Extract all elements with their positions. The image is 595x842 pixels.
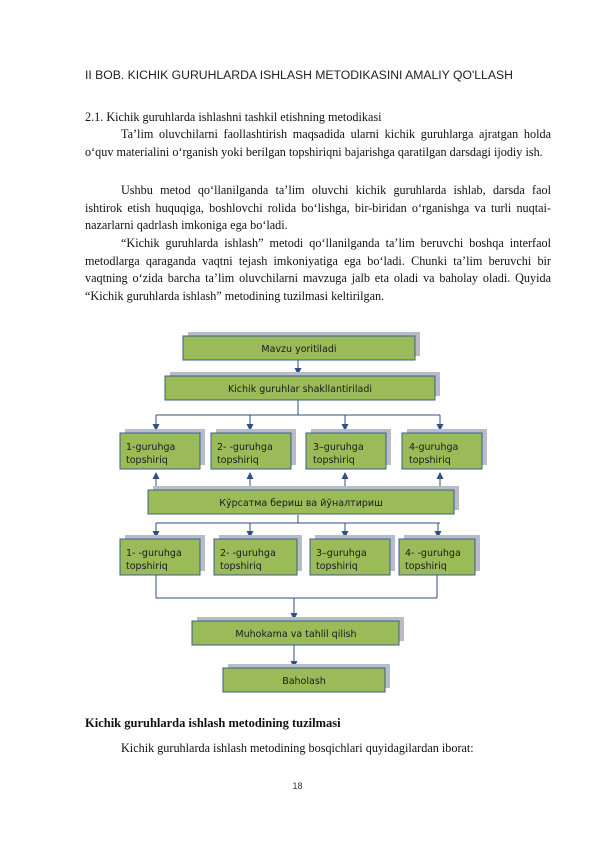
paragraph-1: Ta’lim oluvchilarni faollashtirish maqsadida ularni kichik guruhlarga ajratgan holda o‘quv materialini o‘rganish yoki berilgan topshiriqni bajarishga qaratilgan darsdagi ijodiy ish. — [85, 127, 551, 159]
svg-text:1- -guruhga: 1- -guruhga — [126, 548, 182, 559]
svg-text:3–guruhga: 3–guruhga — [316, 548, 367, 559]
svg-text:4-guruhga: 4-guruhga — [409, 442, 459, 453]
diagram-caption: Kichik guruhlarda ishlash metodining tuzilmasi — [85, 716, 341, 730]
svg-text:topshiriq: topshiriq — [220, 561, 262, 572]
discussion-box — [192, 617, 404, 645]
svg-text:Кўрсатма бериш ва йўналтириш: Кўрсатма бериш ва йўналтириш — [219, 498, 383, 509]
task-box-row2-group2 — [214, 535, 302, 575]
paragraph-2: Ushbu metod qo‘llanilganda ta’lim oluvchi kichik guruhlarda ishlab, darsda faol ishtirok etish huquqiga, boshlovchi rolida bo‘lishga, bir-biridan o‘rganishga va turli nuqtai-nazarlarni qadrlash imkoniga ega bo‘ladi. — [85, 183, 551, 233]
svg-text:topshiriq: topshiriq — [316, 561, 358, 572]
svg-text:topshiriq: topshiriq — [126, 455, 168, 466]
assessment-box — [223, 664, 390, 692]
section-title: 2.1. Kichik guruhlarda ishlashni tashkil etishning metodikasi — [85, 110, 382, 124]
topic-box — [183, 332, 420, 360]
svg-text:Kichik guruhlar shakllantirila: Kichik guruhlar shakllantiriladi — [227, 384, 373, 395]
method-structure-diagram — [0, 330, 595, 700]
task-box-row1-group2 — [211, 429, 296, 469]
task-box-row2-group1 — [120, 535, 205, 575]
closing-paragraph: Kichik guruhlarda ishlash metodining bosqichlari quyidagilardan iborat: — [121, 741, 474, 755]
guidance-box — [148, 486, 459, 514]
svg-text:topshiriq: topshiriq — [409, 455, 451, 466]
svg-text:topshiriq: topshiriq — [313, 455, 355, 466]
svg-text:4- -guruhga: 4- -guruhga — [405, 548, 461, 559]
task-box-row2-group4 — [399, 535, 480, 575]
svg-text:2- -guruhga: 2- -guruhga — [217, 442, 273, 453]
svg-text:2- -guruhga: 2- -guruhga — [220, 548, 276, 559]
paragraph-3: “Kichik guruhlarda ishlash” metodi qo‘llanilganda ta’lim beruvchi boshqa interfaol metodlarga qaraganda vaqtni tejash imkoniyatiga ega bo‘ladi. Chunki ta’lim beruvchi bir vaqtning o‘zida barcha ta’lim oluvchilarni mavzuga jalb eta oladi va baholay oladi. Quyida “Kichik guruhlarda ishlash” metodining tuzilmasi keltirilgan. — [85, 236, 551, 303]
groups-formed-box — [165, 372, 440, 400]
svg-text:Mavzu yoritiladi: Mavzu yoritiladi — [261, 344, 337, 355]
task-box-row1-group4 — [402, 429, 487, 469]
svg-text:topshiriq: topshiriq — [126, 561, 168, 572]
task-box-row1-group3 — [306, 429, 391, 469]
svg-text:topshiriq: topshiriq — [217, 455, 259, 466]
page-number: 18 — [292, 781, 303, 791]
svg-text:Muhokama va tahlil qilish: Muhokama va tahlil qilish — [235, 629, 357, 640]
svg-text:1-guruhga: 1-guruhga — [126, 442, 176, 453]
svg-text:topshiriq: topshiriq — [405, 561, 447, 572]
task-box-row2-group3 — [310, 535, 395, 575]
svg-text:Baholash: Baholash — [282, 676, 326, 687]
task-box-row1-group1 — [120, 429, 205, 469]
svg-text:3–guruhga: 3–guruhga — [313, 442, 364, 453]
chapter-title: II BOB. KICHIK GURUHLARDA ISHLASH METODIKASINI AMALIY QO'LLASH — [85, 68, 513, 82]
